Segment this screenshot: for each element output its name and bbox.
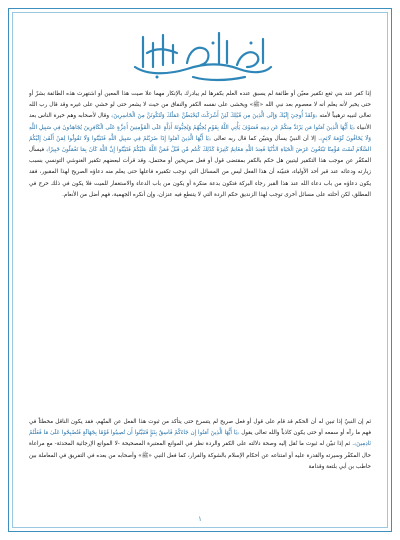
paragraph-1-segment: إذا كفر عند بني ثغع تكفير معيّن أو طائفة لم يسبق عنده العلم بكفرها لم يبادرك بالإنكار مهما علا صيت هذا المعين أو اشتهرت هذه الطائفة بشرّ أو حتى يخبر لأنه يعلم أنه لا معصوم بعد نبي الله «ﷺ» ويخشى على نفسه الكفر والنفاق من حيث لا يشعر حتى لو خشي على غيره وقد قال رب الله تعالى لنبيه ترهيباً لأمته (29, 91, 371, 120)
page-number: ١ (198, 515, 202, 523)
quran-verse: ﴿يَا أَيُّهَا الَّذِينَ آمَنُوا مَن يَرْتَدَّ مِنكُمْ عَن دِينِهِ فَسَوْفَ يَأْتِي اللَّهُ بِقَوْمٍ يُحِبُّهُمْ وَيُحِبُّونَهُ أَذِلَّةٍ عَلَى الْمُؤْمِنِينَ أَعِزَّةٍ عَلَى الْكَافِرِينَ يُجَاهِدُونَ فِي سَبِيلِ اللَّهِ وَلَا يَخَافُونَ لَوْمَةَ لَائِمٍ﴾ (29, 124, 371, 142)
paragraph-2 (29, 417, 371, 513)
basmala-calligraphy (127, 23, 277, 83)
quran-verse: ﴿يَا أَيُّهَا الَّذِينَ آمَنُوا إِن جَاءَكُمْ فَاسِقٌ بِنَبَإٍ فَتَبَيَّنُوا أَن تُصِيبُوا قَوْمًا بِجَهَالَةٍ فَتُصْبِحُوا عَلَىٰ مَا فَعَلْتُمْ نَادِمِينَ﴾ (29, 430, 371, 448)
paragraph-1-segment: فيسأل المكفّر عن موجب هذا التكفير ليتبين هل حكم بالكفر بمقتضى قول أو فعل صريحين أو محتمل، وقد قرأت لبعضهم تكفير الغنوشي التونسي بسبب زيارته ودعائه عند قبر أحد الأولياء، فتبيّنه أن هذا الفعل ليس من المسائل التي توجب تكفيره فاعلها حتى يعلم منه دعاؤه الصريح لهذا المقبور، فقد يكون دعاؤه من باب دعاء الله عند هذا القبر رجاء البركة فتكون بدعة منكرة أو يكون من باب الدعاء والاستغفار للميت فلا يكون في ذلك حرج في المطلق، لكن أحلته على مسائل أخرى توجب لهذا الزنديق حكم الردة التي لا يتنطع فيه عنزان، وإن أنكره الجهمية، فهم أضل من الأنعام. (29, 147, 371, 198)
paragraph-1-segment: وقال لأصحابه وهم خيرة الناس بعد الأنبياء (29, 113, 371, 131)
quran-verse: ﴿يَا أَيُّهَا الَّذِينَ آمَنُوا إِذَا ضَرَبْتُمْ فِي سَبِيلِ اللَّهِ فَتَبَيَّنُوا وَلَا تَقُولُوا لِمَنْ أَلْقَىٰ إِلَيْكُمُ السَّلَامَ لَسْتَ مُؤْمِنًا تَبْتَغُونَ عَرَضَ الْحَيَاةِ الدُّنْيَا فَعِندَ اللَّهِ مَغَانِمُ كَثِيرَةٌ كَذَٰلِكَ كُنتُم مِّن قَبْلُ فَمَنَّ اللَّهُ عَلَيْكُمْ فَتَبَيَّنُوا إِنَّ اللَّهَ كَانَ بِمَا تَعْمَلُونَ خَبِيرًا﴾ (29, 135, 371, 154)
document-page (8, 8, 392, 532)
paragraph-1 (29, 89, 371, 325)
paragraph-2-segment: ثم إن النبيّ إذا تبين له أن الحكم قد قام على قول أو فعل صريح لم يتسرع حتى يتأكد من ثبوت هذا الفعل عن المتّهم، فقد يكون الناقل مخطئاً في فهم ما رآه أو سمعه أو حتى يكون كاذباً والله تعالى يقول (29, 419, 371, 437)
paragraph-2-segment: . ثم إذا تبيّن له ثبوت ما نُقل إليه وصحة دلالته على الكفر والردة نظر في الموانع المعتبرة المصحيحة -لا الموانع الإرجائية المحدثة- مع مراعاة حال المكفّر وسيرته والقدرة عليه أو امتناعه عن أحكام الإسلام بالشوكة والفرار، كما فعل النبي «ﷺ» وأصحابه من بعده في التفريق في المعاملة بين حاطب بن أبي بلتعة وقدامة (29, 441, 371, 470)
paragraph-1-segment: . إلا أن النبيّ يسأل ويتبيّن كما قال ربه تعالى (211, 135, 321, 142)
quran-verse: ﴿وَلَقَدْ أُوحِيَ إِلَيْكَ وَإِلَى الَّذِينَ مِن قَبْلِكَ لَئِنْ أَشْرَكْتَ لَيَحْبَطَنَّ عَمَلُكَ وَلَتَكُونَنَّ مِنَ الْخَاسِرِينَ﴾ (111, 113, 318, 120)
